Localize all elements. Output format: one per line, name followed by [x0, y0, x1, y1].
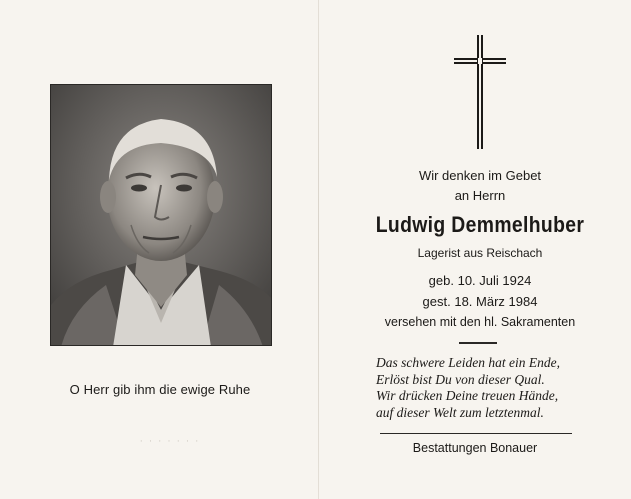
portrait-photo	[50, 84, 272, 346]
undertaker: Bestattungen Bonauer	[412, 441, 538, 455]
birth-date: geb. 10. Juli 1924	[428, 273, 532, 288]
latin-cross-icon	[454, 35, 506, 154]
intro-line-2: an Herrn	[454, 188, 506, 203]
poem-line: Wir drücken Deine treuen Hände,	[376, 388, 559, 403]
poem-line: auf dieser Welt zum letztenmal.	[376, 404, 544, 420]
poem-line: Das schwere Leiden hat ein Ende,	[376, 355, 560, 370]
deceased-name: Ludwig Demmelhuber	[375, 212, 585, 237]
divider-long	[380, 433, 572, 434]
faded-stamp: · · · · · · ·	[139, 436, 201, 446]
poem-line: Erlöst bist Du von dieser Qual.	[376, 371, 545, 387]
prayer-text: O Herr gib ihm die ewige Ruhe	[69, 382, 251, 397]
death-date: gest. 18. März 1984	[422, 294, 538, 309]
poem	[376, 355, 606, 421]
card-fold	[318, 0, 319, 499]
occupation: Lagerist aus Reischach	[417, 246, 543, 260]
divider-short	[459, 342, 497, 344]
sacraments-line: versehen mit den hl. Sakramenten	[384, 315, 576, 329]
intro-line: Wir denken im Gebet	[418, 168, 542, 183]
